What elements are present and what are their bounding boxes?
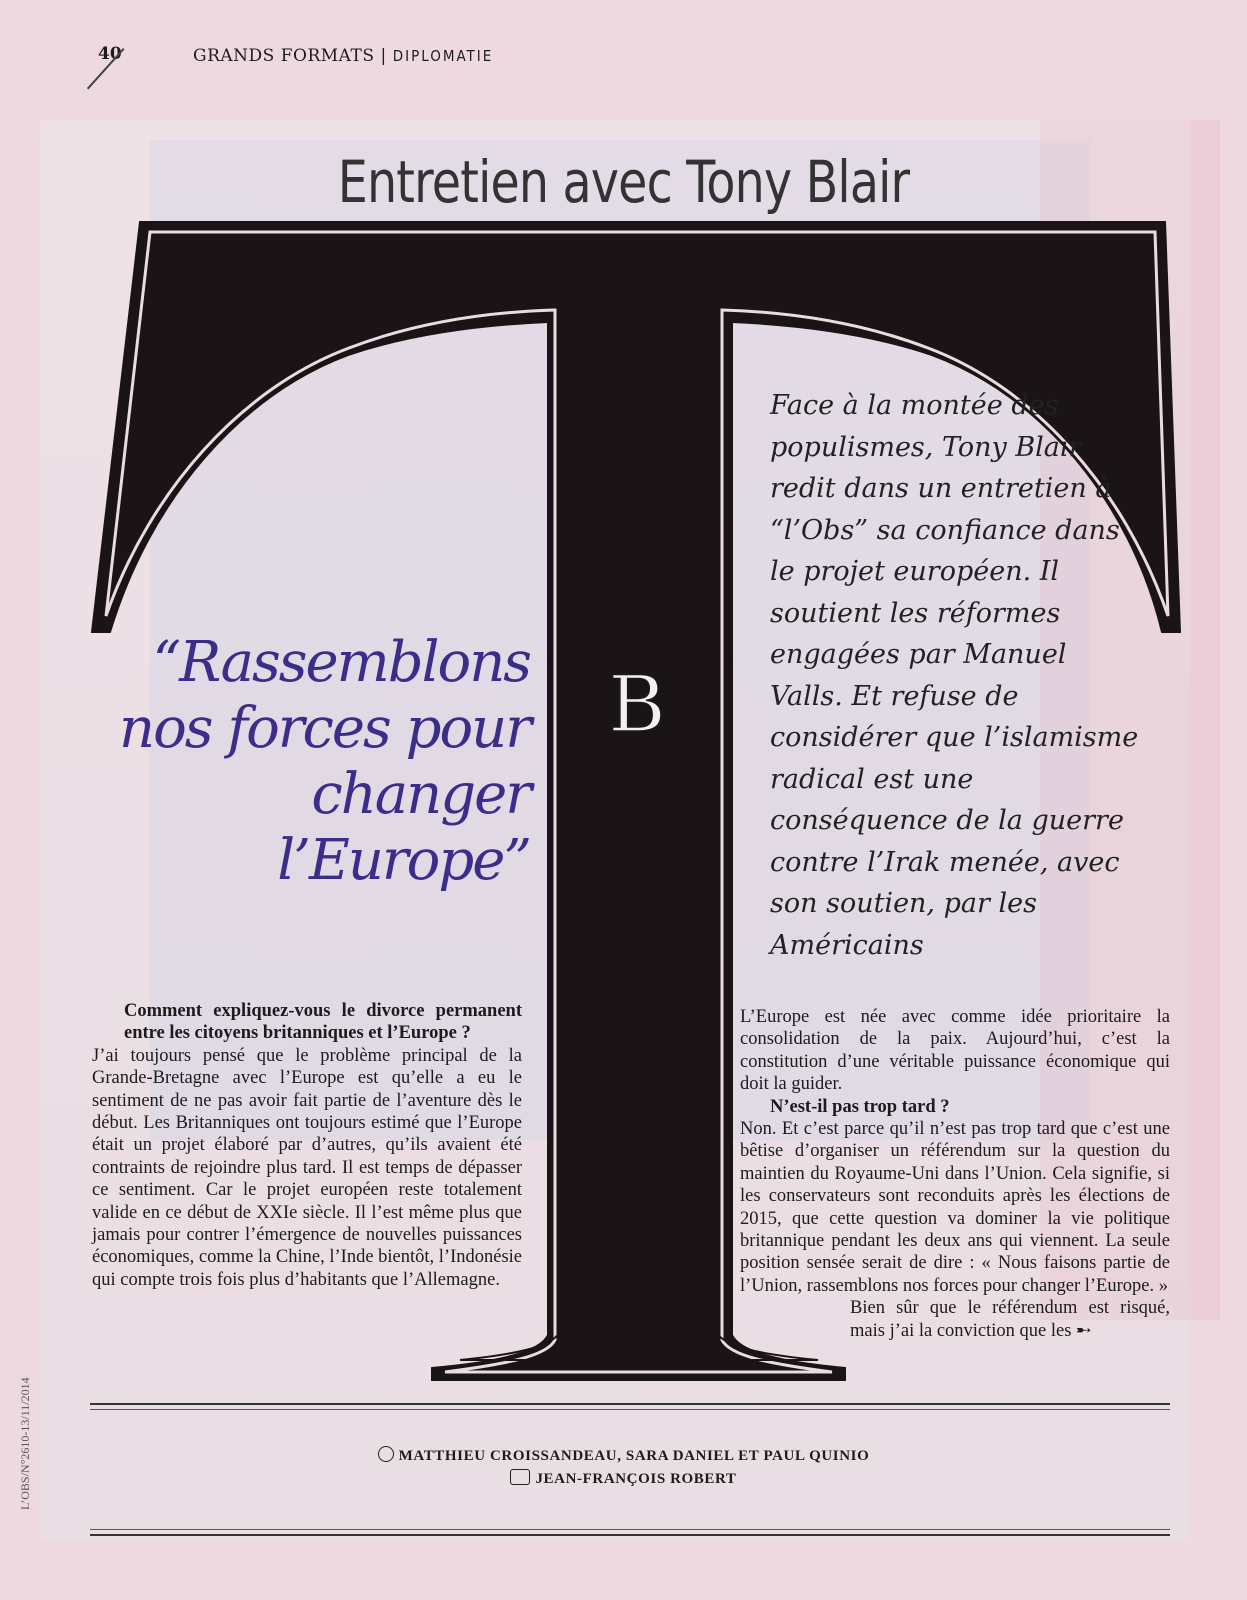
credit-rule-top-inner [90, 1409, 1170, 1410]
interview-answer: J’ai toujours pensé que le problème principal de la Grande-Bretagne avec l’Europe est qu’elle a eu le sentiment de ne pas avoir fait partie de l’aventure dès le début. Les Britanniques ont toujours estimé que l’Europe était un projet élaboré par d’autres, qu’ils avaient été contraints de rejoindre plus tard. Il est temps de dépasser ce sentiment. Car le projet européen reste totalement valide en ce début de XXIe siècle. Il l’est même plus que jamais pour contrer l’émergence de nouvelles puissances économiques, comme la Chine, l’Inde bientôt, l’Indonésie qui compte trois fois plus d’habitants que l’Allemagne. [92, 1045, 523, 1290]
interview-question: N’est-il pas trop tard ? [770, 1096, 950, 1117]
paragraph-text: Bien sûr que le référendum est risqué, mais j’ai la conviction que les [850, 1298, 1170, 1341]
section-name: GRANDS FORMATS [193, 46, 375, 66]
pull-quote: “Rassemblons nos forces pour changer l’Europe” [119, 630, 530, 893]
interview-question: Comment expliquez-vous le divorce permanent entre les citoyens britanniques et l’Europe ? [124, 1001, 522, 1044]
article-standfirst: Face à la montée des populismes, Tony Blair redit dans un entretien à “l’Obs” sa confiance dans le projet européen. Il soutient les réformes engagées par Manuel Valls. Et refuse de considérer que l’islamisme radical est une conséquence de la guerre contre l’Irak menée, avec son soutien, par les Américains [770, 390, 1139, 961]
interview-answer: Non. Et c’est parce qu’il n’est pas trop tard que c’est une bêtise d’organiser un référendum sur la question du maintien du Royaume-Uni dans l’Union. Cela signifie, si les conservateurs sont reconduits après les élections de 2015, que cette question va dominer la vie politique britannique pendant les deux ans qui viennent. La seule position sensée serait de dire : « Nous faisons partie de l’Union, rassemblons nos forces pour changer l’Europe. » [740, 1119, 1170, 1296]
issue-reference: L’OBS/N°2610-13/11/2014 [18, 1377, 32, 1510]
continue-arrow-icon: ➸ [1076, 1320, 1092, 1341]
credit-rule-top [90, 1403, 1170, 1405]
initial-monogram: B [608, 660, 666, 750]
author-credit [0, 1446, 1247, 1465]
text-column-left [92, 1000, 522, 1291]
interview-answer: L’Europe est née avec comme idée prioritaire la consolidation de la paix. Aujourd’hui, c’est la constitution d’une véritable puissance économique qui doit la guider. [740, 1007, 1170, 1095]
author-names: MATTHIEU CROISSANDEAU, SARA DANIEL ET PAUL QUINIO [398, 1448, 870, 1464]
text-column-right [740, 1006, 1170, 1342]
rubric-separator: | [380, 46, 387, 66]
page-number: 40 [98, 44, 122, 64]
credit-rule-bottom-inner [90, 1529, 1170, 1530]
photographer-name: JEAN-FRANÇOIS ROBERT [535, 1471, 737, 1487]
camera-icon [510, 1469, 530, 1485]
subsection-name: DIPLOMATIE [392, 47, 494, 65]
author-icon [378, 1446, 394, 1462]
credit-rule-bottom [90, 1534, 1170, 1536]
article-headline: Entretien avec Tony Blair [337, 148, 910, 216]
interview-answer-continued [740, 1297, 1170, 1342]
photo-credit [0, 1469, 1247, 1488]
